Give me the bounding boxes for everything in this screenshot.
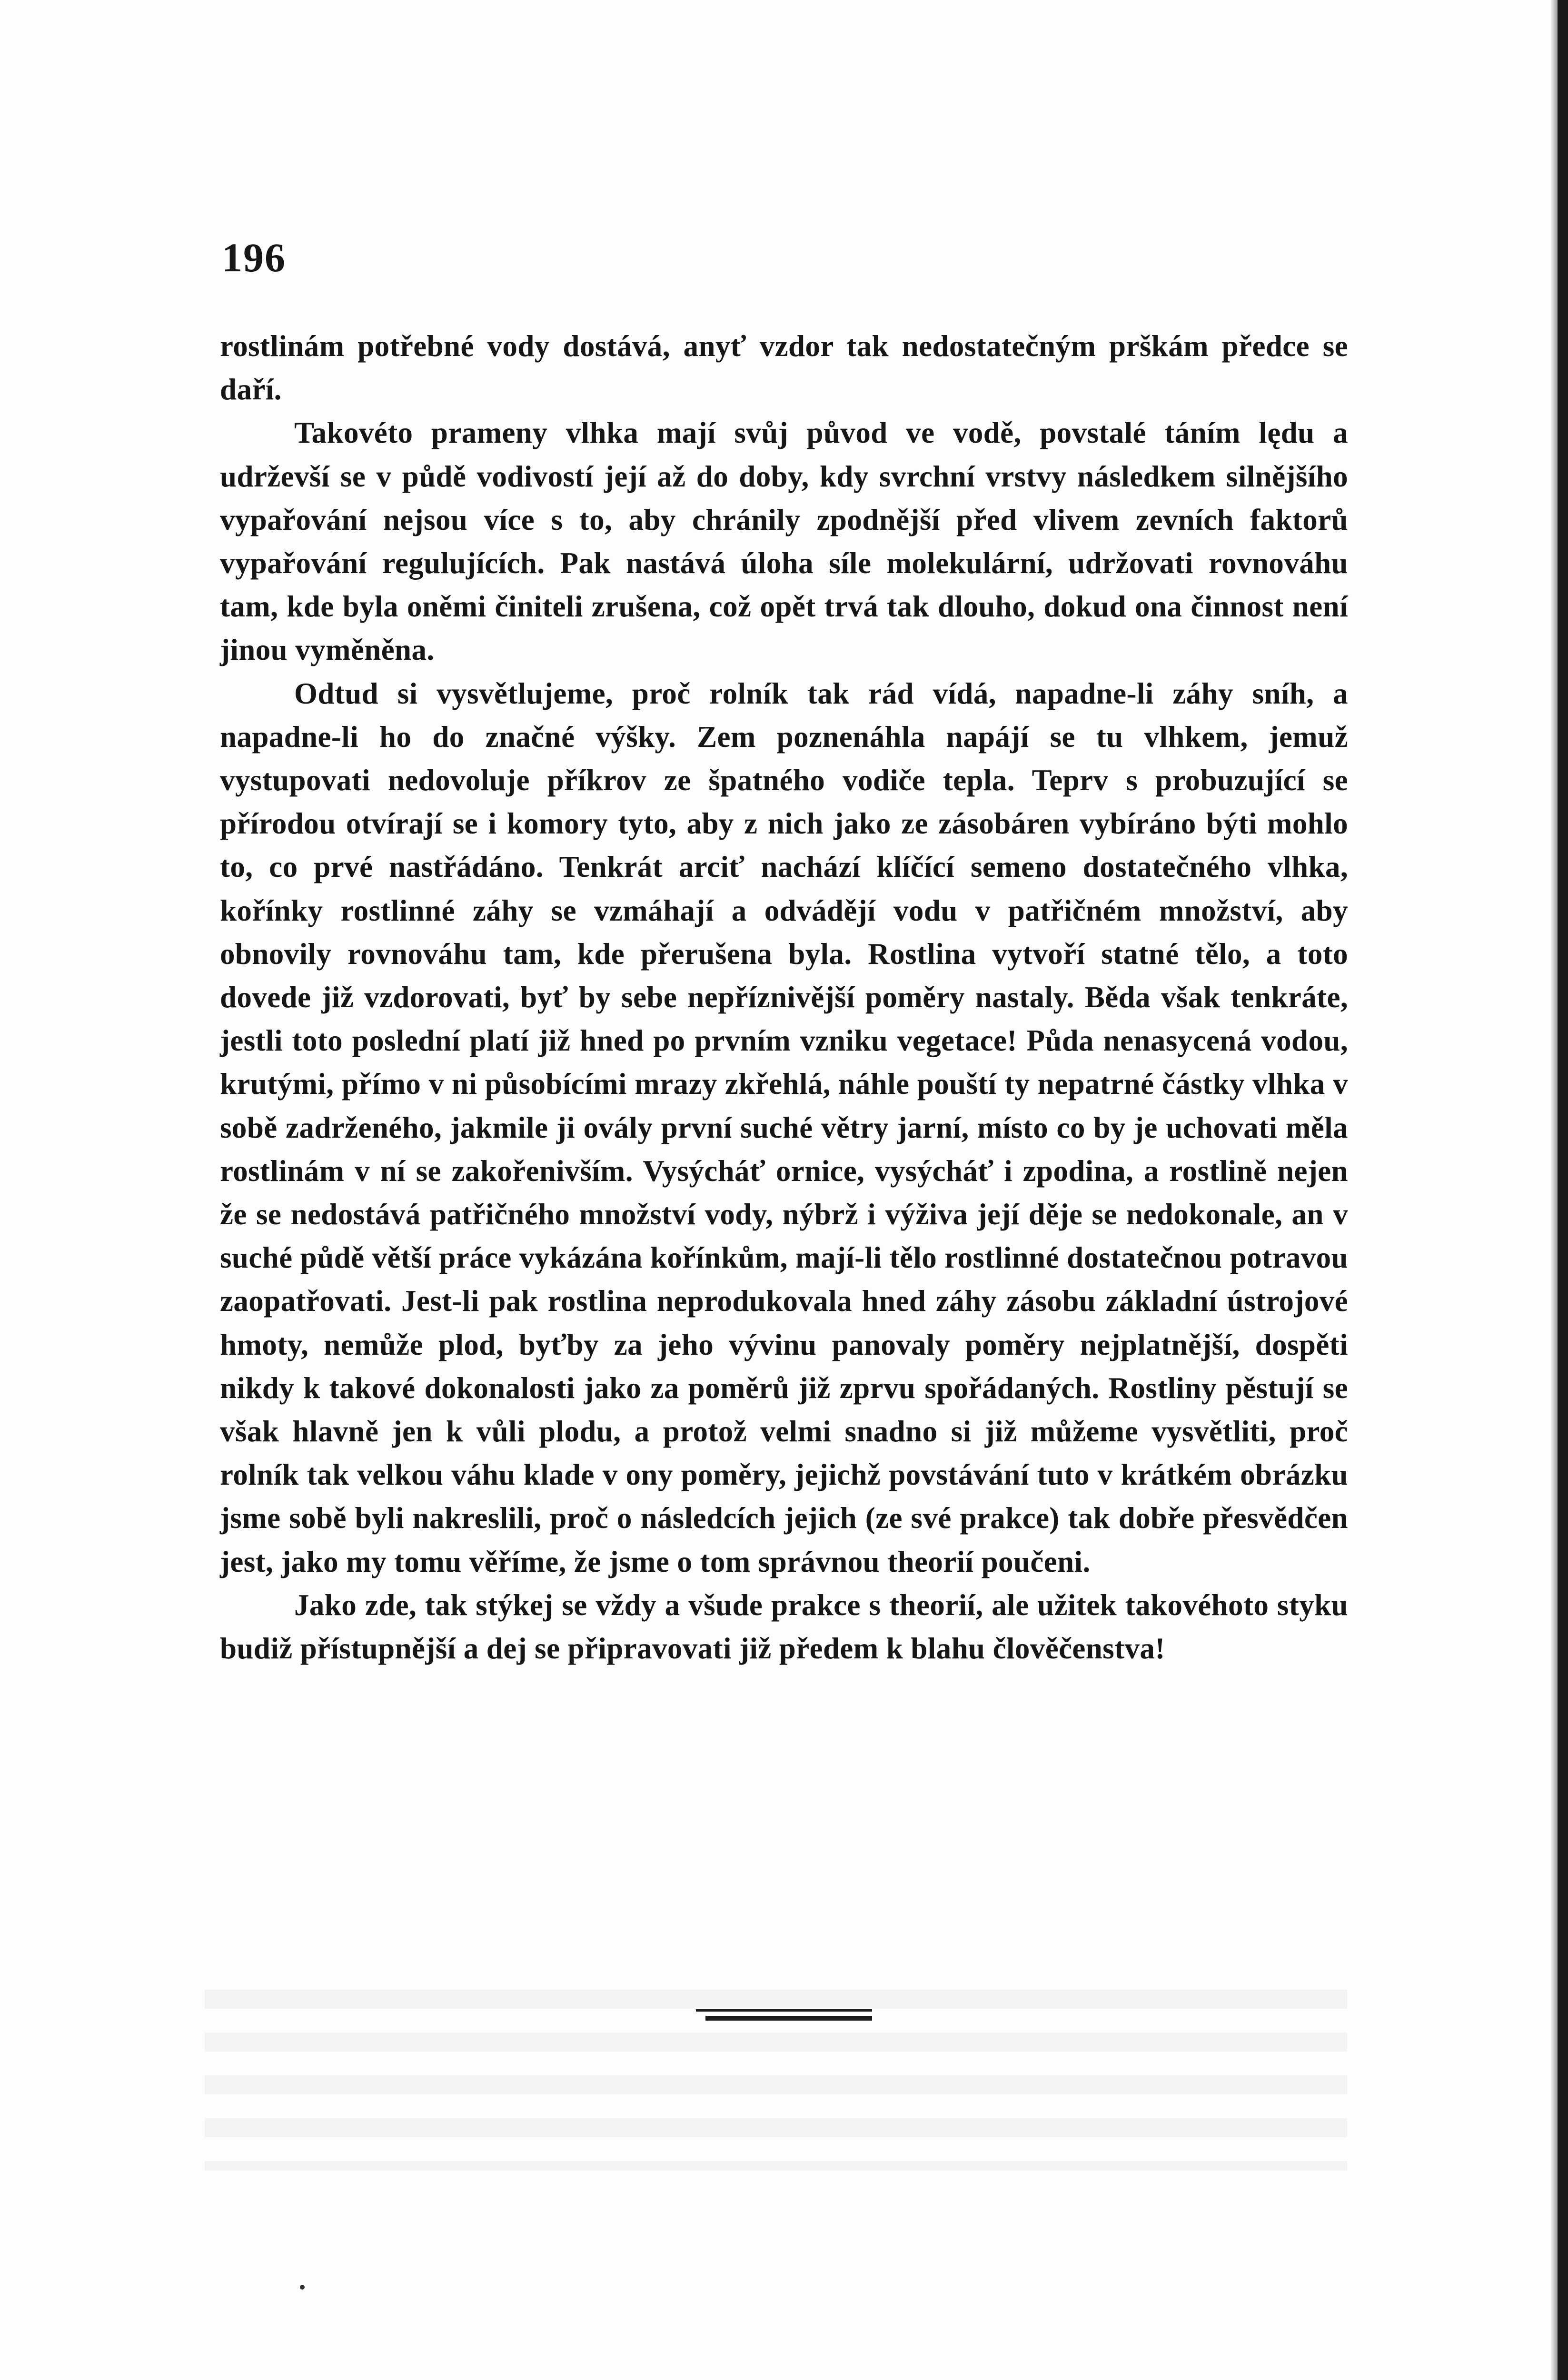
page-edge (1558, 0, 1568, 2380)
paragraph-2: Takovéto prameny vlhka mají svůj původ ve vodě, povstalé táním lędu a udrževší se v půdě vodivostí její až do doby, kdy svrchní vrstvy následkem silnějšího vypařování nejsou více s to, aby chránily zpodnější před vlivem zevních faktorů vypařování regulujících. Pak nastává úloha síle molekulární, udržovati rovnováhu tam, kde byla oněmi činiteli zrušena, což opět trvá tak dlouho, dokud ona činnost není jinou vyměněna. (220, 416, 1348, 667)
ornament-rule-bottom (705, 2016, 872, 2021)
paper-speck (300, 2285, 305, 2290)
ornament-rule-top (696, 2009, 872, 2012)
body-text (220, 325, 1348, 1670)
paragraph-3: Odtud si vysvětlujeme, proč rolník tak rád vídá, napadne-li záhy sníh, a napadne-li ho do značné výšky. Zem poznenáhla napájí se tu vlhkem, jemuž vystupovati nedovoluje příkrov ze špatného vodiče tepla. Teprv s probuzující se přírodou otvírají se i komory tyto, aby z nich jako ze zásobáren vybíráno býti mohlo to, co prvé nastřádáno. Tenkrát arciť nachází klíčící semeno dostatečného vlhka, kořínky rostlinné záhy se vzmáhají a odvádějí vodu v patřičném množství, aby obnovily rovnováhu tam, kde přerušena byla. Rostlina vytvoří statné tělo, a toto dovede již vzdorovati, byť by sebe nepříznivější poměry nastaly. Běda však tenkráte, jestli toto poslední platí již hned po prvním vzniku vegetace! Půda nenasycená vodou, krutými, přímo v ni působícími mrazy zkřehlá, náhle pouští ty nepatrné částky vlhka v sobě zadrženého, jakmile ji ovály první suché větry jarní, místo co by je uchovati měla rostlinám v ní se zakořenivším. Vysýcháť ornice, vysýcháť i zpodina, a rostlině nejen že se nedostává patřičného množství vody, nýbrž i výživa její děje se nedokonale, an v suché půdě větší práce vykázána kořínkům, mají-li tělo rostlinné dostatečnou potravou zaopatřovati. Jest-li pak rostlina neprodukovala hned záhy zásobu základní ústrojové hmoty, nemůže plod, byťby za jeho vývinu panovaly poměry nejplatnější, dospěti nikdy k takové dokonalosti jako za poměrů již zprvu spořádaných. Rostliny pěstují se však hlavně jen k vůli plodu, a protož velmi snadno si již můžeme vysvětliti, proč rolník tak velkou váhu klade v ony poměry, jejichž povstávání tuto v krátkém obrázku jsme sobě byli nakreslili, proč o následcích jejich (ze své prakce) tak dobře přesvědčen jest, jako my tomu věříme, že jsme o tom správnou theorií poučeni. (220, 676, 1348, 1578)
page-number: 196 (222, 235, 286, 280)
paragraph-1: rostlinám potřebné vody dostává, anyť vzdor tak nedostatečným prškám předce se daří. (220, 329, 1348, 407)
paragraph-4: Jako zde, tak stýkej se vždy a všude prakce s theorií, ale užitek takovéhoto styku budiž přístupnější a dej se připravovati již předem k blahu člověčenstva! (220, 1588, 1348, 1666)
end-ornament-rule (696, 2009, 872, 2022)
page-edge-shadow (1551, 0, 1558, 2380)
